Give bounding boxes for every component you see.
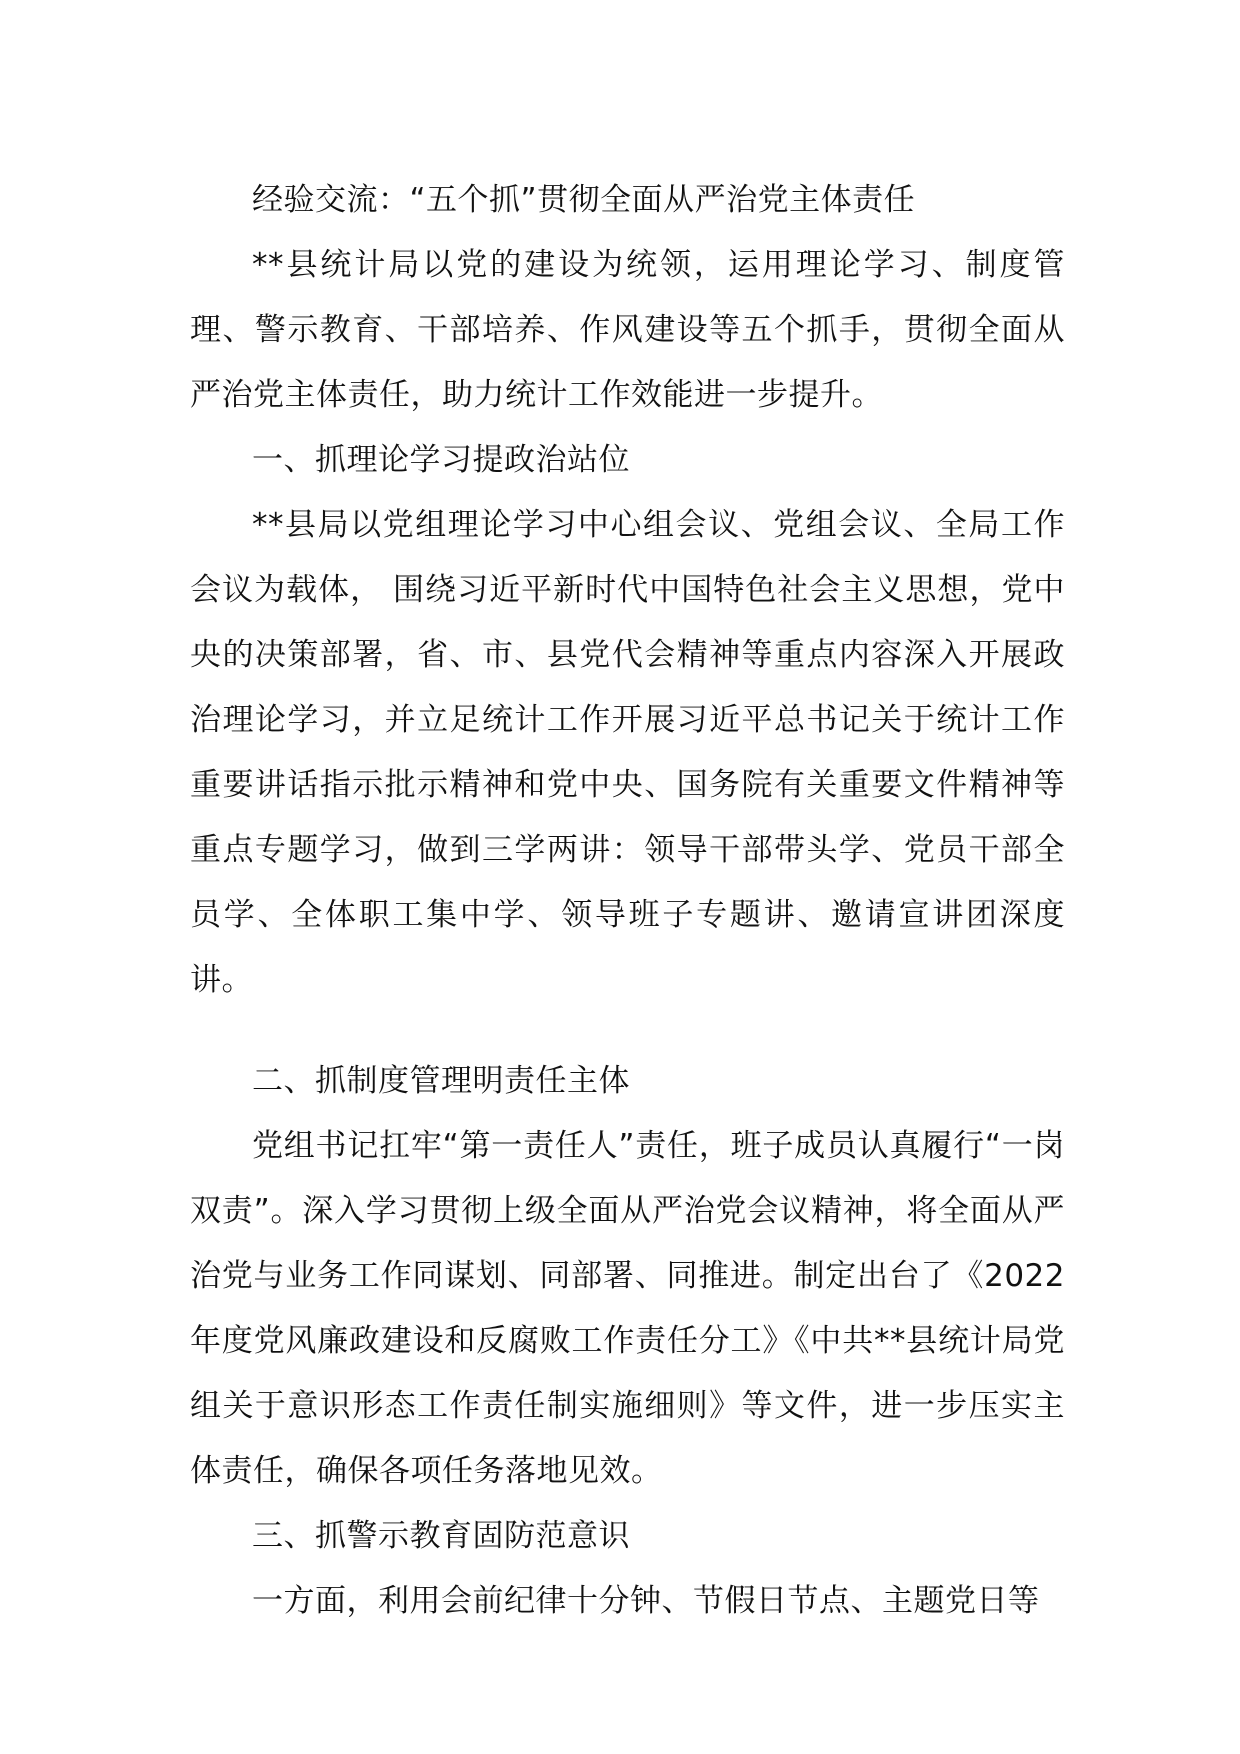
- section-body-1: **县局以党组理论学习中心组会议、党组会议、全局工作会议为载体， 围绕习近平新时代中国特色社会主义思想，党中央的决策部署，省、市、县党代会精神等重点内容深入开展政治理论学习，并立足统计工作开展习近平总书记关于统计工作重要讲话指示批示精神和党中央、国务院有关重要文件精神等重点专题学习，做到三学两讲：领导干部带头学、党员干部全员学、全体职工集中学、领导班子专题讲、邀请宣讲团深度讲。: [190, 507, 1065, 998]
- section-heading-2: 二、抓制度管理明责任主体: [252, 1063, 630, 1099]
- document-body: [190, 168, 1065, 1634]
- intro-paragraph: **县统计局以党的建设为统领，运用理论学习、制度管理、警示教育、干部培养、作风建设等五个抓手，贯彻全面从严治党主体责任，助力统计工作效能进一步提升。: [190, 247, 1065, 413]
- section-body-3: 一方面，利用会前纪律十分钟、节假日节点、主题党日等: [252, 1583, 1040, 1619]
- section-heading-3: 三、抓警示教育固防范意识: [252, 1518, 630, 1554]
- section-body-2: 党组书记扛牢“第一责任人”责任，班子成员认真履行“一岗双责”。深入学习贯彻上级全面从严治党会议精神，将全面从严治党与业务工作同谋划、同部署、同推进。制定出台了《2022年度党风廉政建设和反腐败工作责任分工》《中共**县统计局党组关于意识形态工作责任制实施细则》等文件，进一步压实主体责任，确保各项任务落地见效。: [190, 1128, 1065, 1489]
- section-heading-1: 一、抓理论学习提政治站位: [252, 442, 630, 478]
- document-title: 经验交流：“五个抓”贯彻全面从严治党主体责任: [252, 182, 916, 218]
